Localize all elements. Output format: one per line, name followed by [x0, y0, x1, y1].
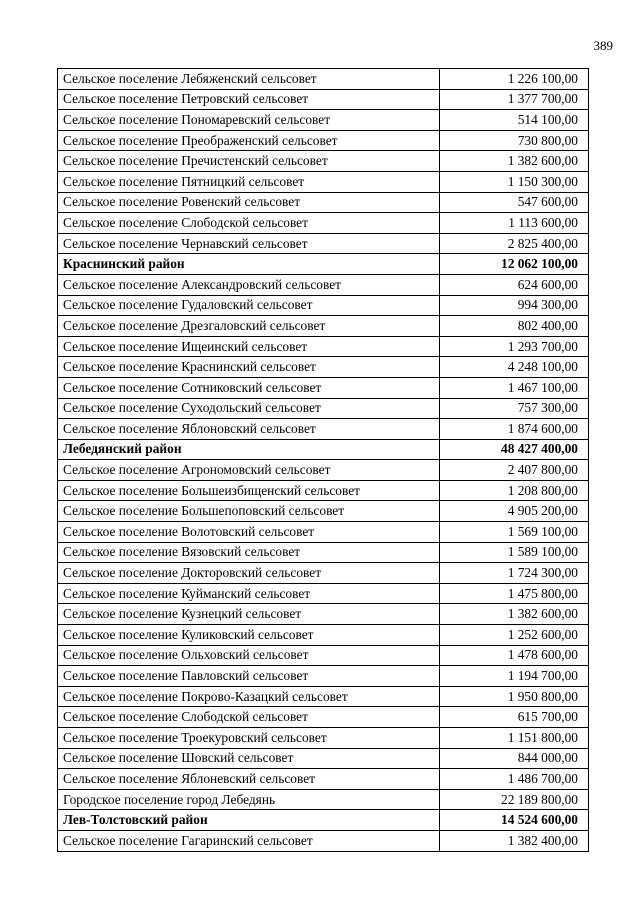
table-row — [58, 686, 589, 707]
district-amount-cell: 12 062 100,00 — [440, 254, 589, 275]
settlement-name-cell: Сельское поселение Троекуровский сельсовет — [58, 728, 440, 749]
table-row — [58, 748, 589, 769]
amount-cell: 1 194 700,00 — [440, 666, 589, 687]
table-row — [58, 542, 589, 563]
table-row — [58, 583, 589, 604]
district-name-cell: Лев-Толстовский район — [58, 810, 440, 831]
table-row — [58, 336, 589, 357]
settlement-name-cell: Сельское поселение Кузнецкий сельсовет — [58, 604, 440, 625]
settlement-name-cell: Сельское поселение Краснинский сельсовет — [58, 357, 440, 378]
amount-cell: 615 700,00 — [440, 707, 589, 728]
settlement-name-cell: Сельское поселение Вязовский сельсовет — [58, 542, 440, 563]
table-row — [58, 480, 589, 501]
settlement-name-cell: Сельское поселение Пономаревский сельсовет — [58, 110, 440, 131]
settlement-name-cell: Сельское поселение Слободской сельсовет — [58, 707, 440, 728]
table-row — [58, 130, 589, 151]
amount-cell: 514 100,00 — [440, 110, 589, 131]
table-row — [58, 830, 589, 851]
amount-cell: 1 950 800,00 — [440, 686, 589, 707]
amount-cell: 1 293 700,00 — [440, 336, 589, 357]
settlement-name-cell: Сельское поселение Ровенский сельсовет — [58, 192, 440, 213]
amount-cell: 2 825 400,00 — [440, 233, 589, 254]
table-row — [58, 377, 589, 398]
settlement-name-cell: Сельское поселение Куйманский сельсовет — [58, 583, 440, 604]
table-row — [58, 89, 589, 110]
amount-cell: 547 600,00 — [440, 192, 589, 213]
settlement-name-cell: Сельское поселение Яблоновский сельсовет — [58, 419, 440, 440]
settlement-name-cell: Сельское поселение Докторовский сельсовет — [58, 563, 440, 584]
table-row — [58, 419, 589, 440]
amount-cell: 4 248 100,00 — [440, 357, 589, 378]
table-row — [58, 789, 589, 810]
amount-cell: 4 905 200,00 — [440, 501, 589, 522]
table-row — [58, 769, 589, 790]
table-row — [58, 398, 589, 419]
settlement-name-cell: Сельское поселение Павловский сельсовет — [58, 666, 440, 687]
table-row — [58, 728, 589, 749]
page-number: 389 — [593, 38, 613, 53]
table-row — [58, 69, 589, 90]
amount-cell: 802 400,00 — [440, 316, 589, 337]
settlement-name-cell: Сельское поселение Шовский сельсовет — [58, 748, 440, 769]
settlement-name-cell: Сельское поселение Александровский сельсовет — [58, 274, 440, 295]
amount-cell: 1 382 600,00 — [440, 604, 589, 625]
amount-cell: 1 467 100,00 — [440, 377, 589, 398]
settlement-name-cell: Городское поселение город Лебедянь — [58, 789, 440, 810]
amount-cell: 2 407 800,00 — [440, 460, 589, 481]
settlement-name-cell: Сельское поселение Сотниковский сельсовет — [58, 377, 440, 398]
table-row — [58, 357, 589, 378]
amount-cell: 1 569 100,00 — [440, 522, 589, 543]
table-row — [58, 171, 589, 192]
amount-cell: 1 252 600,00 — [440, 625, 589, 646]
table-row — [58, 274, 589, 295]
amount-cell: 1 208 800,00 — [440, 480, 589, 501]
table-row — [58, 707, 589, 728]
settlement-name-cell: Сельское поселение Пречистенский сельсовет — [58, 151, 440, 172]
amount-cell: 994 300,00 — [440, 295, 589, 316]
amount-cell: 1 475 800,00 — [440, 583, 589, 604]
table-row — [58, 645, 589, 666]
table-row — [58, 501, 589, 522]
settlement-name-cell: Сельское поселение Куликовский сельсовет — [58, 625, 440, 646]
table-row — [58, 295, 589, 316]
table-row — [58, 625, 589, 646]
table-row — [58, 460, 589, 481]
amount-cell: 844 000,00 — [440, 748, 589, 769]
table-row — [58, 316, 589, 337]
amount-cell: 1 377 700,00 — [440, 89, 589, 110]
settlement-name-cell: Сельское поселение Дрезгаловский сельсовет — [58, 316, 440, 337]
table-row — [58, 233, 589, 254]
table-row — [58, 110, 589, 131]
amount-cell: 1 874 600,00 — [440, 419, 589, 440]
settlement-name-cell: Сельское поселение Ищеинский сельсовет — [58, 336, 440, 357]
amount-cell: 1 113 600,00 — [440, 213, 589, 234]
settlement-name-cell: Сельское поселение Петровский сельсовет — [58, 89, 440, 110]
district-amount-cell: 14 524 600,00 — [440, 810, 589, 831]
table-row — [58, 522, 589, 543]
budget-table — [57, 68, 589, 852]
table-row — [58, 563, 589, 584]
table-row — [58, 666, 589, 687]
amount-cell: 1 382 600,00 — [440, 151, 589, 172]
amount-cell: 1 226 100,00 — [440, 69, 589, 90]
settlement-name-cell: Сельское поселение Преображенский сельсовет — [58, 130, 440, 151]
amount-cell: 1 724 300,00 — [440, 563, 589, 584]
table-body — [58, 69, 589, 852]
table-row — [58, 192, 589, 213]
district-name-cell: Краснинский район — [58, 254, 440, 275]
settlement-name-cell: Сельское поселение Агрономовский сельсовет — [58, 460, 440, 481]
amount-cell: 757 300,00 — [440, 398, 589, 419]
settlement-name-cell: Сельское поселение Чернавский сельсовет — [58, 233, 440, 254]
table-row — [58, 213, 589, 234]
amount-cell: 22 189 800,00 — [440, 789, 589, 810]
settlement-name-cell: Сельское поселение Слободской сельсовет — [58, 213, 440, 234]
amount-cell: 1 589 100,00 — [440, 542, 589, 563]
settlement-name-cell: Сельское поселение Лебяженский сельсовет — [58, 69, 440, 90]
table-row — [58, 151, 589, 172]
settlement-name-cell: Сельское поселение Яблоневский сельсовет — [58, 769, 440, 790]
amount-cell: 1 486 700,00 — [440, 769, 589, 790]
district-row — [58, 810, 589, 831]
amount-cell: 1 151 800,00 — [440, 728, 589, 749]
amount-cell: 1 478 600,00 — [440, 645, 589, 666]
district-amount-cell: 48 427 400,00 — [440, 439, 589, 460]
settlement-name-cell: Сельское поселение Волотовский сельсовет — [58, 522, 440, 543]
amount-cell: 624 600,00 — [440, 274, 589, 295]
table-row — [58, 604, 589, 625]
settlement-name-cell: Сельское поселение Гагаринский сельсовет — [58, 830, 440, 851]
district-row — [58, 254, 589, 275]
settlement-name-cell: Сельское поселение Ольховский сельсовет — [58, 645, 440, 666]
amount-cell: 1 150 300,00 — [440, 171, 589, 192]
settlement-name-cell: Сельское поселение Большепоповский сельсовет — [58, 501, 440, 522]
district-name-cell: Лебедянский район — [58, 439, 440, 460]
settlement-name-cell: Сельское поселение Большеизбищенский сельсовет — [58, 480, 440, 501]
settlement-name-cell: Сельское поселение Пятницкий сельсовет — [58, 171, 440, 192]
amount-cell: 1 382 400,00 — [440, 830, 589, 851]
settlement-name-cell: Сельское поселение Суходольский сельсовет — [58, 398, 440, 419]
district-row — [58, 439, 589, 460]
settlement-name-cell: Сельское поселение Гудаловский сельсовет — [58, 295, 440, 316]
settlement-name-cell: Сельское поселение Покрово-Казацкий сельсовет — [58, 686, 440, 707]
amount-cell: 730 800,00 — [440, 130, 589, 151]
